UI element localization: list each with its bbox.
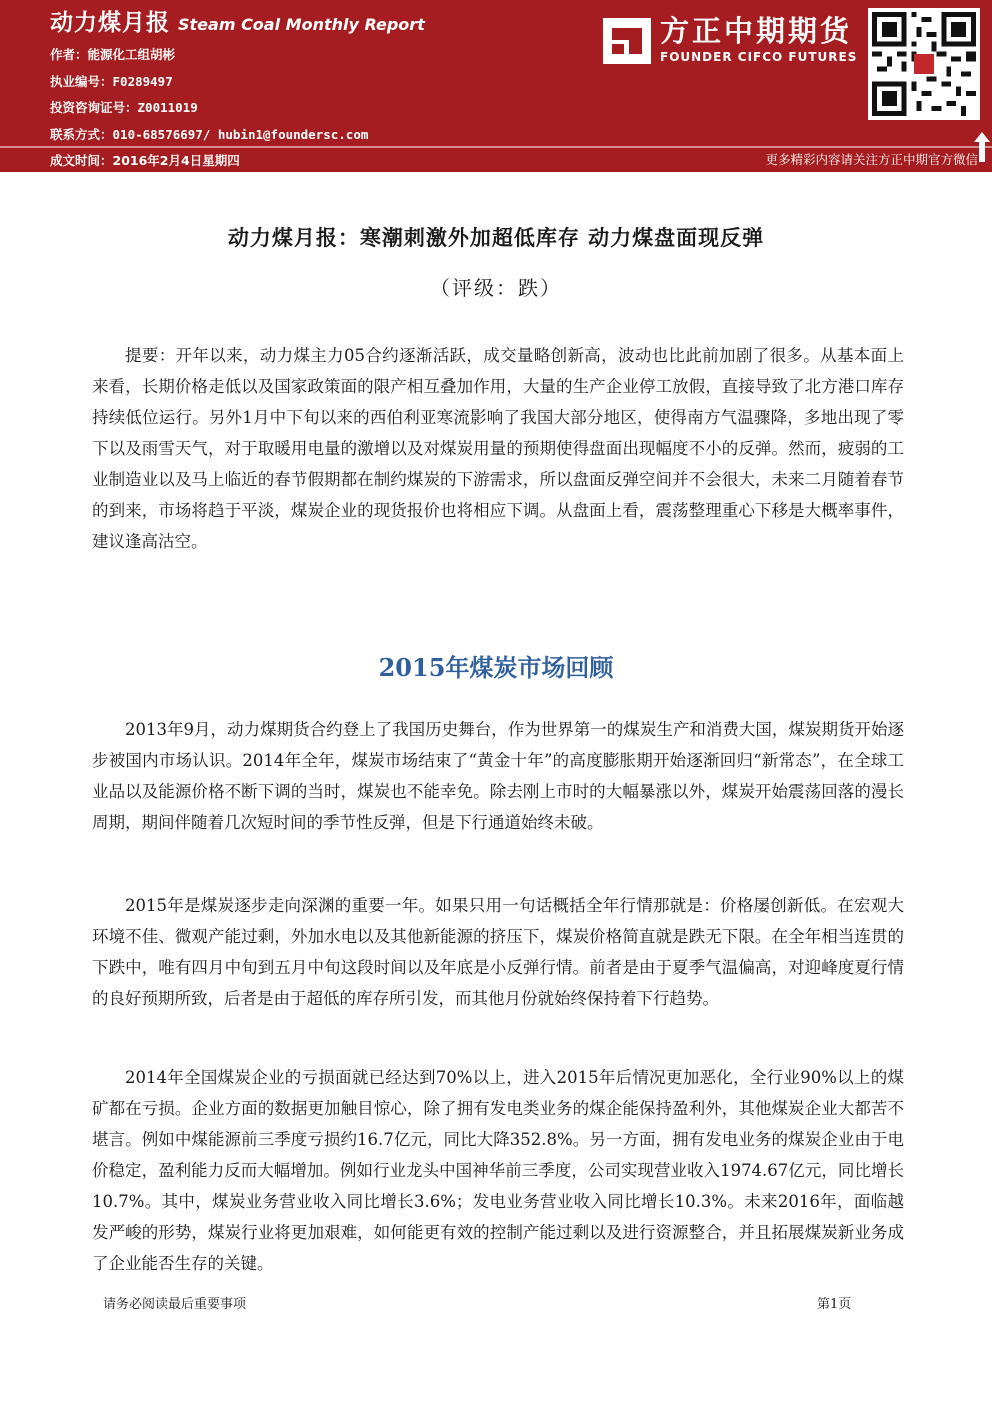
qr-code-icon xyxy=(868,8,980,120)
meta-advisory-id: 投资咨询证号：Z0011019 xyxy=(50,100,198,115)
page-number: 第1页 xyxy=(817,1297,852,1312)
rating-label: （评级：跌） xyxy=(430,276,562,300)
wechat-follow-note: 更多精彩内容请关注方正中期官方微信 xyxy=(765,152,978,167)
summary-paragraph: 提要：开年以来，动力煤主力05合约逐渐活跃，成交量略创新高，波动也比此前加剧了很多。从基本面上来看，长期价格走低以及国家政策面的限产相互叠加作用，大量的生产企业停工放假，直接导致了北方港口库存持续低位运行。另外1月中下旬以来的西伯利亚寒流影响了我国大部分地区，使得南方气温骤降，多地出现了零下以及雨雪天气，对于取暖用电量的激增以及对煤炭用量的预期使得盘面出现幅度不小的反弹。然而，疲弱的工业制造业以及马上临近的春节假期都在制约煤炭的下游需求，所以盘面反弹空间并不会很大，未来二月随着春节的到来，市场将趋于平淡，煤炭企业的现货报价也将相应下调。从盘面上看，震荡整理重心下移是大概率事件，建议逢高沽空。 xyxy=(92,346,904,551)
document-title: 动力煤月报：寒潮刺激外加超低库存 动力煤盘面现反弹 xyxy=(227,225,765,250)
meta-author: 作者：能源化工组胡彬 xyxy=(50,47,176,62)
author-meta xyxy=(50,42,368,175)
report-title-cn: 动力煤月报 xyxy=(50,10,170,36)
body-paragraph-3: 2014年全国煤炭企业的亏损面就已经达到70%以上，进入2015年后情况更加恶化，全行业90%以上的煤矿都在亏损。企业方面的数据更加触目惊心，除了拥有发电类业务的煤企能保持盈利外，其他煤炭企业大都苦不堪言。例如中煤能源前三季度亏损约16.7亿元，同比大降352.8%。另一方面，拥有发电业务的煤炭企业由于电价稳定，盈利能力反而大幅增加。例如行业龙头中国神华前三季度，公司实现营业收入1974.67亿元，同比增长10.7%。其中，煤炭业务营业收入同比增长3.6%；发电业务营业收入同比增长10.3%。未来2016年，面临越发严峻的形势，煤炭行业将更加艰难，如何能更有效的控制产能过剩以及进行资源整合，并且拓展煤炭新业务成了企业能否生存的关键。 xyxy=(92,1068,904,1273)
report-header xyxy=(0,0,992,172)
body-paragraph-2: 2015年是煤炭逐步走向深渊的重要一年。如果只用一句话概括全年行情那就是：价格屡创新低。在宏观大环境不佳、微观产能过剩，外加水电以及其他新能源的挤压下，煤炭价格简直就是跌无下限。在全年相当连贯的下跌中，唯有四月中旬到五月中旬这段时间以及年底是小反弹行情。前者是由于夏季气温偏高，对迎峰度夏行情的良好预期所致，后者是由于超低的库存所引发，而其他月份就始终保持着下行趋势。 xyxy=(92,896,904,1008)
report-title xyxy=(50,4,425,37)
report-title-en: Steam Coal Monthly Report xyxy=(178,15,425,34)
section-heading: 2015年煤炭市场回顾 xyxy=(378,653,614,682)
founder-logo-icon xyxy=(603,18,651,64)
meta-license: 执业编号：F0289497 xyxy=(50,73,173,89)
meta-date: 成文时间：2016年2月4日星期四 xyxy=(50,153,240,168)
company-name-cn: 方正中期期货 xyxy=(660,14,853,48)
company-name-en: FOUNDER CIFCO FUTURES xyxy=(660,50,858,64)
company-logo-text xyxy=(660,14,857,64)
meta-contact: 联系方式：010-68576697/ hubin1@foundersc.com xyxy=(50,126,369,142)
body-paragraph-1: 2013年9月，动力煤期货合约登上了我国历史舞台，作为世界第一的煤炭生产和消费大国，煤炭期货开始逐步被国内市场认识。2014年全年，煤炭市场结束了“黄金十年”的高度膨胀期开始逐渐回归“新常态”，在全球工业品以及能源价格不断下调的当时，煤炭也不能幸免。除去刚上市时的大幅暴涨以外，煤炭开始震荡回落的漫长周期，期间伴随着几次短时间的季节性反弹，但是下行通道始终未破。 xyxy=(92,720,904,832)
footer-notice: 请务必阅读最后重要事项 xyxy=(103,1297,247,1312)
header-divider xyxy=(0,146,992,148)
